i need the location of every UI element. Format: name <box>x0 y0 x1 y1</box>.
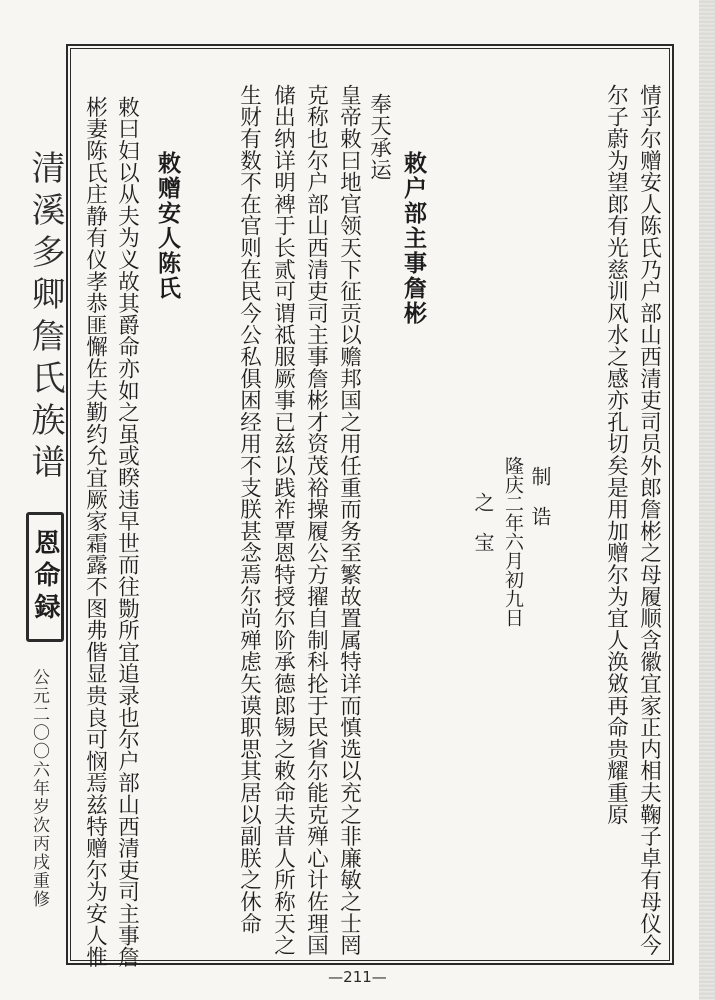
edict-1-heading: 敕户部主事詹彬 <box>400 151 427 326</box>
edict-1-line-4: 生财有数不在官则在民今公私俱困经用不支朕甚念焉尔尚殚虑矢谟职思其居以副朕之休命 <box>236 84 262 935</box>
edict-2-line-2: 彬妻陈氏庄静有仪孝恭匪懈佐夫勤约允宜厥家霜露不图弗偕显贵良可悯焉兹特赠尔为安人惟 <box>82 96 108 968</box>
edict-1-opening: 奉天承运 <box>366 93 392 181</box>
seal-line-1: 制 诰 <box>528 466 552 526</box>
page-number: —211— <box>328 968 387 986</box>
edict-2-heading: 敕赠安人陈氏 <box>154 151 181 301</box>
continuation-line-2: 尔子蔚为望郎有光慈训风水之感亦孔切矣是用加赠尔为宜人涣敓再命贵耀重原 <box>603 84 629 826</box>
continuation-line-1: 情乎尔赠安人陈氏乃户部山西清吏司员外郎詹彬之母履顺含徽宜家正内相夫鞠子卓有母仪今 <box>636 84 662 956</box>
seal-date: 隆庆二年六月初九日 <box>502 456 524 627</box>
section-label-box <box>26 512 64 642</box>
book-title: 清溪多卿詹氏族谱 <box>25 150 65 486</box>
scan-edge-shadow <box>699 0 715 1000</box>
edict-1-line-3: 储出纳详明裨于长贰可谓祗服厥事已兹以践祚覃恩特授尔阶承德郎锡之敕命夫昔人所称天之 <box>270 84 296 956</box>
section-label: 恩命録 <box>30 529 60 625</box>
edict-1-line-1: 皇帝敕曰地官领天下征贡以赡邦国之用任重而务至繁故置属特详而慎选以充之非廉敏之士罔 <box>336 84 362 956</box>
edition-date: 公元二〇〇六年岁次丙戌重修 <box>29 668 49 909</box>
edict-2-line-1: 敕曰妇以从夫为义故其爵命亦如之虽或睽违早世而往勚所宜追录也尔户部山西清吏司主事詹 <box>114 96 140 968</box>
seal-line-3: 之 宝 <box>471 492 495 552</box>
edict-1-line-2: 克称也尔户部山西清吏司主事詹彬才资茂裕操履公方擢自制科抡于民省尔能克殚心计佐理国 <box>303 84 329 956</box>
